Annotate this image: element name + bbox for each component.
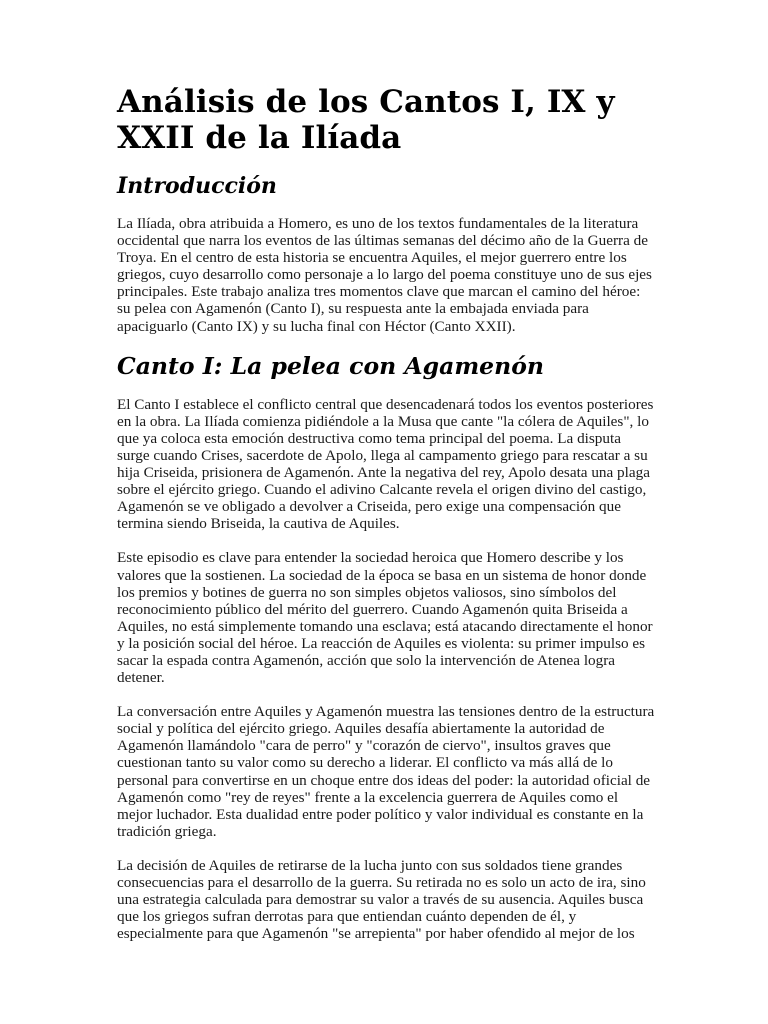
paragraph: La Ilíada, obra atribuida a Homero, es uno de los textos fundamentales de la literatura occidental que narra los eventos de las últimas semanas del décimo año de la Guerra de Troya. En el centro de esta historia se encuentra Aquiles, el mejor guerrero entre los griegos, cuyo desarrollo como personaje a lo largo del poema constituye uno de sus ejes principales. Este trabajo analiza tres momentos clave que marcan el camino del héroe: su pelea con Agamenón (Canto I), su respuesta ante la embajada enviada para apaciguarlo (Canto IX) y su lucha final con Héctor (Canto XXII).	[117, 215, 652, 335]
section-heading-canto-i: Canto I: La pelea con Agamenón	[117, 351, 544, 380]
paragraph: Este episodio es clave para entender la sociedad heroica que Homero describe y los valores que la sostienen. La sociedad de la época se basa en un sistema de honor donde los premios y botines de guerra no son simples objetos valiosos, sino símbolos del reconocimiento público del mérito del guerrero. Cuando Agamenón quita Briseida a Aquiles, no está simplemente tomando una esclava; está atacando directamente el honor y la posición social del héroe. La reacción de Aquiles es violenta: su primer impulso es sacar la espada contra Agamenón, acción que solo la intervención de Atenea logra detener.	[117, 549, 653, 687]
paragraph: La conversación entre Aquiles y Agamenón muestra las tensiones dentro de la estructura social y política del ejército griego. Aquiles desafía abiertamente la autoridad de Agamenón llamándolo "cara de perro" y "corazón de ciervo", insultos graves que cuestionan tanto su valor como su derecho a liderar. El conflicto va más allá de lo personal para convertirse en un choque entre dos ideas del poder: la autoridad oficial de Agamenón como "rey de reyes" frente a la excelencia guerrera de Aquiles como el mejor luchador. Esta dualidad entre poder político y valor individual es constante en la tradición griega.	[117, 703, 655, 840]
paragraph: La decisión de Aquiles de retirarse de la lucha junto con sus soldados tiene grandes consecuencias para el desarrollo de la guerra. Su retirada no es solo un acto de ira, sino una estrategia calculada para demostrar su valor a través de su ausencia. Aquiles busca que los griegos sufran derrotas para que entiendan cuánto dependen de él, y especialmente para que Agamenón "se arrepienta" por haber ofendido al mejor de los	[117, 856, 646, 943]
paragraph: El Canto I establece el conflicto central que desencadenará todos los eventos posteriores en la obra. La Ilíada comienza pidiéndole a la Musa que cante "la cólera de Aquiles", lo que ya coloca esta emoción destructiva como tema principal del poema. La disputa surge cuando Crises, sacerdote de Apolo, llega al campamento griego para rescatar a su hija Criseida, prisionera de Agamenón. Ante la negativa del rey, Apolo desata una plaga sobre el ejército griego. Cuando el adivino Calcante revela el origen divino del castigo, Agamenón se ve obligado a devolver a Criseida, pero exige una compensación que termina siendo Briseida, la cautiva de Aquiles.	[117, 395, 654, 533]
section-introduccion	[117, 172, 657, 335]
section-canto-i	[117, 352, 657, 943]
document-title: Análisis de los Cantos I, IX y XXII de la Ilíada	[117, 84, 615, 156]
section-heading-introduccion: Introducción	[117, 173, 277, 199]
document-page	[117, 84, 657, 959]
